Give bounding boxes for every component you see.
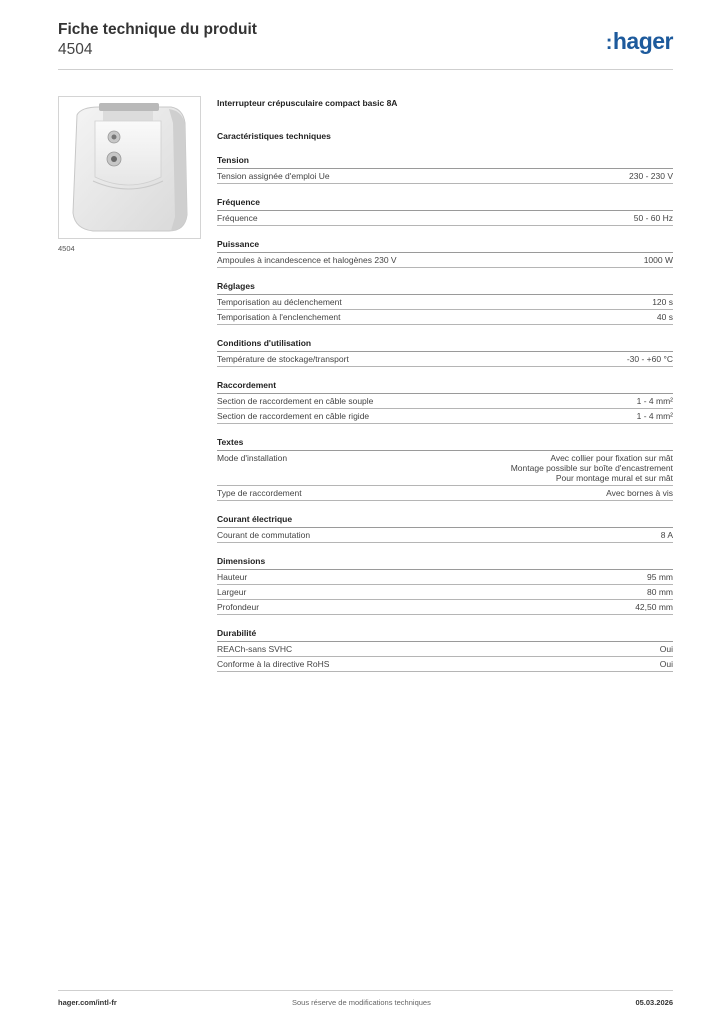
page-header bbox=[58, 20, 673, 59]
spec-label: Hauteur bbox=[217, 572, 248, 582]
spec-value: 50 - 60 Hz bbox=[633, 213, 673, 223]
header-divider bbox=[58, 69, 673, 70]
spec-row bbox=[217, 352, 673, 367]
spec-section bbox=[217, 380, 673, 424]
spec-row bbox=[217, 409, 673, 424]
spec-row bbox=[217, 585, 673, 600]
page-title: Fiche technique du produit bbox=[58, 21, 257, 38]
spec-value: 80 mm bbox=[647, 587, 673, 597]
spec-value: Oui bbox=[659, 659, 673, 669]
spec-row bbox=[217, 451, 673, 486]
spec-label: Temporisation à l'enclenchement bbox=[217, 312, 341, 322]
spec-section bbox=[217, 197, 673, 226]
spec-label: Profondeur bbox=[217, 602, 260, 612]
spec-label: REACh-sans SVHC bbox=[217, 644, 293, 654]
product-name: Interrupteur crépusculaire compact basic 8A bbox=[217, 98, 398, 108]
spec-value bbox=[511, 453, 673, 483]
spec-row bbox=[217, 394, 673, 409]
spec-value: Avec bornes à vis bbox=[606, 488, 673, 498]
section-title: Réglages bbox=[217, 281, 673, 295]
spec-value: 1 - 4 mm² bbox=[636, 396, 673, 406]
footer-disclaimer: Sous réserve de modifications techniques bbox=[292, 998, 431, 1007]
spec-row bbox=[217, 295, 673, 310]
product-illustration bbox=[59, 97, 200, 238]
section-title: Courant électrique bbox=[217, 514, 673, 528]
spec-value: 40 s bbox=[656, 312, 673, 322]
spec-label: Section de raccordement en câble rigide bbox=[217, 411, 370, 421]
spec-row bbox=[217, 600, 673, 615]
spec-value: Oui bbox=[659, 644, 673, 654]
image-caption: 4504 bbox=[58, 244, 75, 253]
logo-text: hager bbox=[612, 28, 673, 54]
spec-row bbox=[217, 570, 673, 585]
section-title: Fréquence bbox=[217, 197, 673, 211]
product-image bbox=[58, 96, 201, 239]
spec-row bbox=[217, 253, 673, 268]
spec-label: Largeur bbox=[217, 587, 247, 597]
hager-logo[interactable]: :hager bbox=[605, 28, 673, 54]
spec-value: -30 - +60 °C bbox=[626, 354, 673, 364]
spec-label: Temporisation au déclenchement bbox=[217, 297, 342, 307]
footer-date: 05.03.2026 bbox=[635, 998, 673, 1007]
spec-label: Ampoules à incandescence et halogènes 230 V bbox=[217, 255, 397, 265]
spec-row bbox=[217, 657, 673, 672]
spec-value-line: Pour montage mural et sur mât bbox=[555, 473, 673, 483]
spec-section bbox=[217, 628, 673, 672]
spec-label: Type de raccordement bbox=[217, 488, 302, 498]
section-title: Conditions d'utilisation bbox=[217, 338, 673, 352]
spec-content bbox=[217, 96, 673, 672]
section-title: Textes bbox=[217, 437, 673, 451]
spec-value: 1 - 4 mm² bbox=[636, 411, 673, 421]
spec-row bbox=[217, 486, 673, 501]
spec-section bbox=[217, 155, 673, 184]
spec-section bbox=[217, 514, 673, 543]
spec-label: Mode d'installation bbox=[217, 453, 288, 463]
spec-value: 95 mm bbox=[647, 572, 673, 582]
section-title: Dimensions bbox=[217, 556, 673, 570]
spec-section bbox=[217, 239, 673, 268]
footer-divider bbox=[58, 990, 673, 991]
spec-row bbox=[217, 211, 673, 226]
spec-section bbox=[217, 437, 673, 501]
spec-section bbox=[217, 556, 673, 615]
spec-label: Courant de commutation bbox=[217, 530, 311, 540]
spec-row bbox=[217, 642, 673, 657]
spec-label: Conforme à la directive RoHS bbox=[217, 659, 330, 669]
section-title: Tension bbox=[217, 155, 673, 169]
section-title: Durabilité bbox=[217, 628, 673, 642]
spec-value: 42,50 mm bbox=[635, 602, 673, 612]
spec-value: 8 A bbox=[660, 530, 673, 540]
spec-value: 1000 W bbox=[643, 255, 673, 265]
spec-label: Section de raccordement en câble souple bbox=[217, 396, 374, 406]
section-title: Puissance bbox=[217, 239, 673, 253]
spec-row bbox=[217, 169, 673, 184]
spec-label: Fréquence bbox=[217, 213, 258, 223]
spec-value: 230 - 230 V bbox=[629, 171, 673, 181]
product-code: 4504 bbox=[58, 41, 93, 58]
specs-heading: Caractéristiques techniques bbox=[217, 131, 331, 141]
footer-website-link[interactable]: hager.com/intl-fr bbox=[58, 998, 117, 1007]
spec-row bbox=[217, 528, 673, 543]
spec-label: Température de stockage/transport bbox=[217, 354, 349, 364]
spec-value: 120 s bbox=[652, 297, 673, 307]
spec-label: Tension assignée d'emploi Ue bbox=[217, 171, 330, 181]
spec-row bbox=[217, 310, 673, 325]
spec-section bbox=[217, 338, 673, 367]
spec-value-line: Montage possible sur boîte d'encastrement bbox=[510, 463, 673, 473]
spec-section bbox=[217, 281, 673, 325]
spec-value-line: Avec collier pour fixation sur mât bbox=[550, 453, 673, 463]
section-title: Raccordement bbox=[217, 380, 673, 394]
